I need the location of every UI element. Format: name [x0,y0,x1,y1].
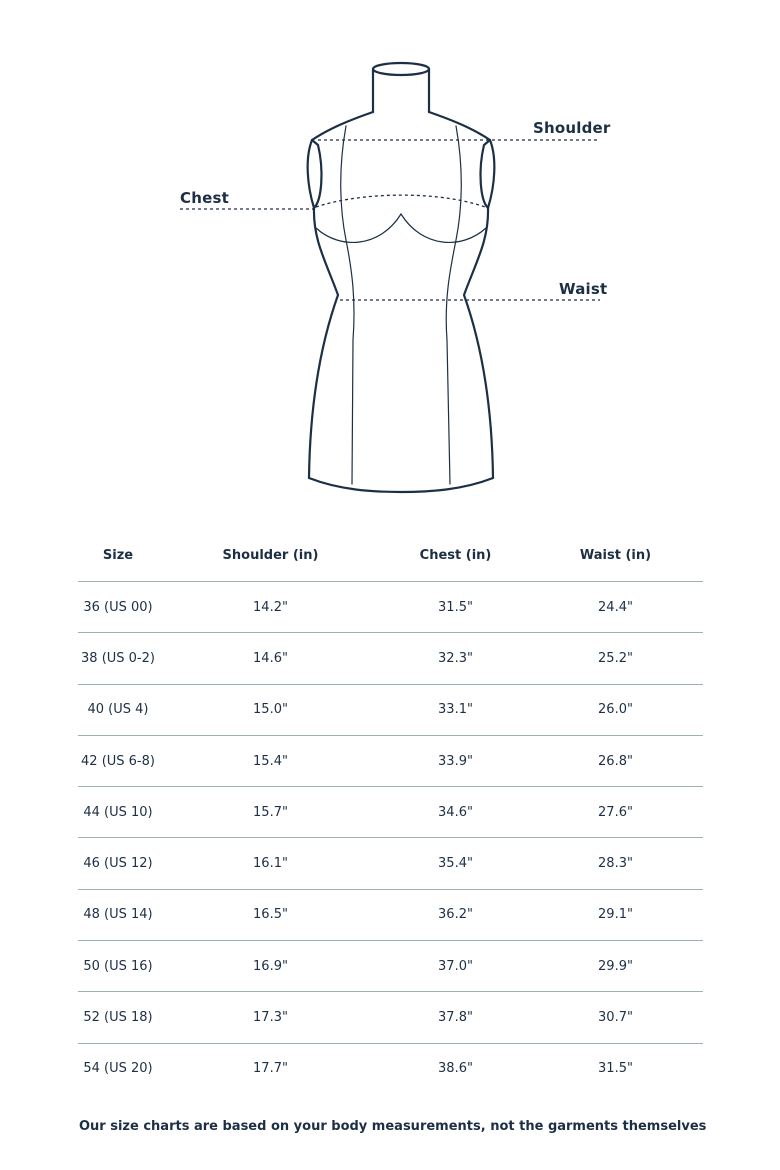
header-waist: Waist (in) [528,530,703,582]
waist-cell: 29.1" [528,889,703,940]
size-cell: 36 (US 00) [78,582,158,633]
table-row [78,633,703,684]
chest-label: Chest [180,189,229,207]
waist-cell: 24.4" [528,582,703,633]
size-cell: 48 (US 14) [78,889,158,940]
waist-cell: 27.6" [528,787,703,838]
waist-cell: 25.2" [528,633,703,684]
shoulder-cell: 14.2" [158,582,383,633]
table-row [78,684,703,735]
measurement-figure [0,0,780,510]
torso-right [464,208,493,478]
size-cell: 44 (US 10) [78,787,158,838]
chest-cell: 31.5" [383,582,528,633]
size-cell: 40 (US 4) [78,684,158,735]
header-shoulder: Shoulder (in) [158,530,383,582]
seam-left [341,126,354,484]
shoulder-cell: 14.6" [158,633,383,684]
waist-cell: 29.9" [528,941,703,992]
waist-cell: 31.5" [598,1061,633,1077]
waist-cell: 28.3" [528,838,703,889]
bust-curve [316,214,486,242]
size-cell: 42 (US 6-8) [78,735,158,786]
chest-cell: 33.1" [383,684,528,735]
size-cell: 52 (US 18) [78,992,158,1043]
chest-cell: 38.6" [438,1061,473,1077]
chest-cell: 37.0" [383,941,528,992]
size-cell: 50 (US 16) [78,941,158,992]
table-row [78,582,703,633]
table-header-row [78,530,703,582]
size-cell: 46 (US 12) [78,838,158,889]
waist-cell: 30.7" [528,992,703,1043]
shoulder-cell: 16.1" [158,838,383,889]
shoulder-cell: 15.4" [158,735,383,786]
footnote: Our size charts are based on your body measurements, not the garments themselves [79,1119,707,1134]
shoulder-cell: 16.9" [158,941,383,992]
shoulder-cell: 16.5" [158,889,383,940]
waist-cell: 26.8" [528,735,703,786]
chest-cell: 32.3" [383,633,528,684]
shoulder-cell: 15.7" [158,787,383,838]
table-row [78,941,703,992]
shoulder-cell: 17.7" [253,1061,288,1077]
right-arm-cap [481,140,495,208]
size-cell: 54 (US 20) [83,1061,153,1077]
hem [309,478,493,492]
shoulder-cell: 17.3" [158,992,383,1043]
waist-cell: 26.0" [528,684,703,735]
chest-cell: 37.8" [383,992,528,1043]
shoulder-cell: 15.0" [158,684,383,735]
table-row [78,735,703,786]
header-size: Size [78,530,158,582]
size-chart-body [78,582,703,1094]
chest-cell: 34.6" [383,787,528,838]
shoulder-label: Shoulder [533,119,611,137]
table-row [78,838,703,889]
table-row [78,889,703,940]
header-chest: Chest (in) [383,530,528,582]
chest-cell: 35.4" [383,838,528,889]
neck-top [373,63,429,75]
seam-right [446,126,461,484]
shoulder-outline [312,112,490,140]
chest-cell: 36.2" [383,889,528,940]
table-row [78,992,703,1043]
size-cell: 38 (US 0-2) [78,633,158,684]
torso-left [309,208,338,478]
waist-label: Waist [559,280,608,298]
table-row [78,787,703,838]
left-arm-cap [308,140,322,208]
size-chart-table [78,530,703,1094]
dress-form-illustration [0,0,780,510]
table-row [78,1043,703,1094]
chest-cell: 33.9" [383,735,528,786]
